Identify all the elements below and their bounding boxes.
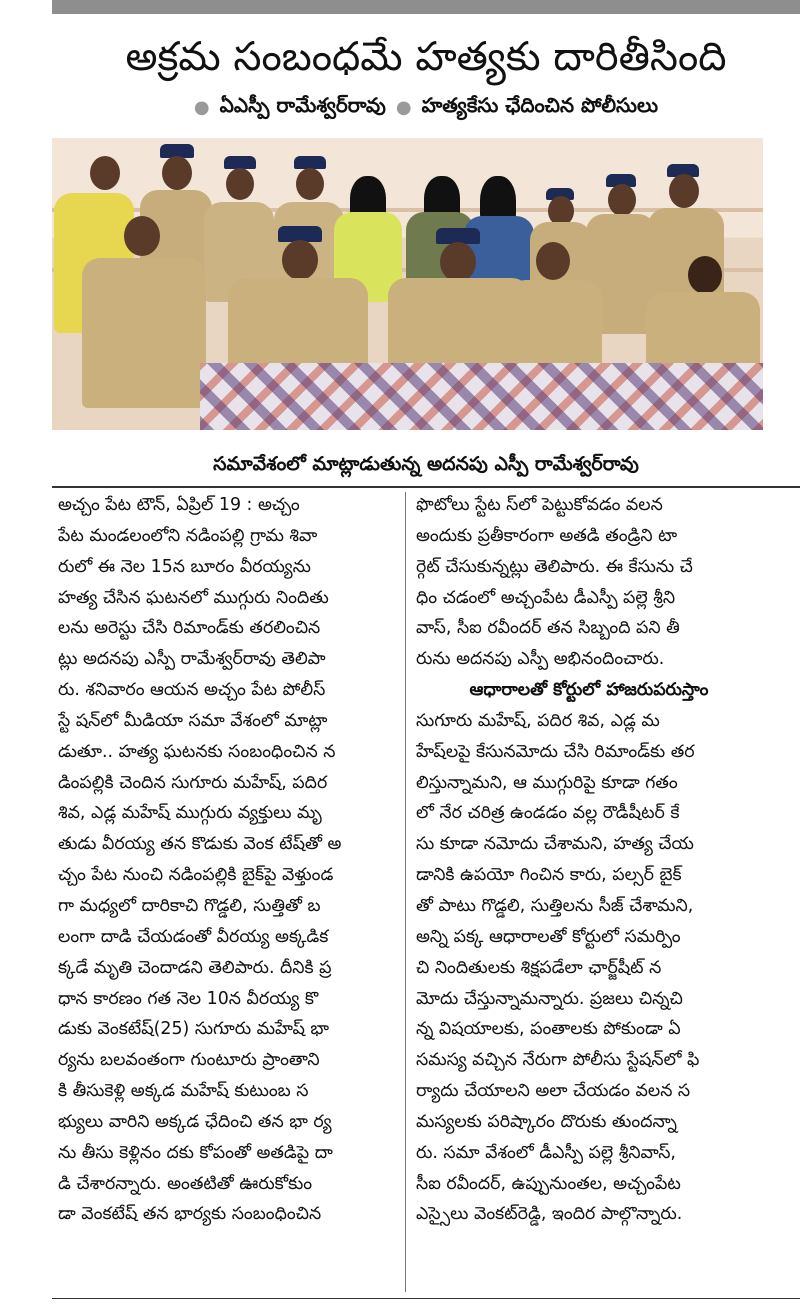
article-line: డి చేశారన్నారు. అంతటితో ఊరుకోకుం: [58, 1173, 313, 1194]
article-line: వాస్, సీఐ రవీందర్ తన సిబ్బంది పని తీ: [416, 618, 680, 639]
article-line: అందుకు ప్రతీకారంగా అతడి తండ్రిని టా: [416, 525, 678, 546]
article-line: లంగా దాడి చేయడంతో వీరయ్య అక్కడిక: [58, 926, 329, 947]
article-line: న్న విషయాలకు, పంతాలకు పోకుండా ఏ: [416, 1019, 681, 1040]
subhead-1: ఏఎస్పీ రామేశ్వర్‌రావు: [219, 92, 386, 117]
right-column-text: [416, 490, 762, 675]
article-line: గా మధ్యలో దారికాచి గొడ్డలి, సుత్తితో బ: [58, 895, 321, 916]
cut-off-text: [52, 1301, 800, 1313]
article-line: సమస్య వచ్చిన నేరుగా పోలీసు స్టేషన్‌లో ఫి: [416, 1050, 700, 1071]
article-line: మోదు చేస్తున్నామన్నారు. ప్రజలు చిన్నచి: [416, 988, 683, 1009]
article-line: హేష్‌లపై కేసునమోదు చేసి రిమాండ్‌కు తర: [416, 741, 695, 762]
article-line: తో పాటు గొడ్డలి, సుత్తిలను సీజ్ చేశామని,: [416, 895, 694, 916]
article-line: డింపల్లికి చెందిన సుగూరు మహేష్, పదిర: [58, 772, 328, 793]
divider: [52, 1298, 800, 1299]
article-line: లో నేర చరిత్ర ఉండడం వల్ల రౌడీషీటర్ కే: [416, 803, 680, 824]
article-line: స్టే షన్‌లో మీడియా సమా వేశంలో మాట్లా: [58, 710, 328, 731]
column-divider: [405, 492, 406, 1292]
article-line: ను తీసు కెళ్లినం దకు కోపంతో అతడిపై దా: [58, 1142, 333, 1163]
news-photo: [52, 138, 763, 430]
article-line: హత్య చేసిన ఘటనలో ముగ్గురు నిందితు: [58, 587, 329, 608]
article-line: రు. సమా వేశంలో డీఎస్పీ పల్లె శ్రీనివాస్,: [416, 1142, 676, 1163]
bullet-icon: ●: [395, 96, 412, 118]
article-line: లను అరెస్టు చేసి రిమాండ్‌కు తరలించిన: [58, 618, 321, 639]
article-line: సీఐ రవీందర్, ఉప్పునుంతల, అచ్చంపేట: [416, 1173, 681, 1194]
article-line: డుకు వెంకటేష్(25) సుగూరు మహేష్ భా: [58, 1019, 330, 1040]
article-line: చి నిందితులకు శిక్షపడేలా ఛార్జ్‌షీట్ న: [416, 957, 662, 978]
article-line: క్కడే మృతి చెందాడని తెలిపారు. దీనికి ప్ర: [58, 957, 332, 978]
table-cloth: [200, 363, 763, 430]
article-line: అచ్చం పేట టౌన్, ఏప్రిల్ 19 : అచ్చం: [58, 495, 300, 515]
subhead-2: హత్యకేసు ఛేదించిన పోలీసులు: [421, 92, 659, 117]
article-line: తుడు వీరయ్య తన కొడుకు వెంక టేష్‌తో అ: [58, 834, 342, 855]
article-line: ఎస్సైలు వెంకట్‌రెడ్డి, ఇందిర పాల్గొన్నారు.: [416, 1204, 683, 1225]
article-line: ర్యను బలవంతంగా గుంటూరు ప్రాంతాని: [58, 1050, 320, 1071]
article-line: ధాన కారణం గత నెల 10న వీరయ్య కొ: [58, 988, 319, 1009]
article-line: ధిం చడంలో అచ్చంపేట డీఎస్పీ పల్లె శ్రీని: [416, 587, 676, 608]
article-column-right: [416, 490, 762, 1298]
article-subhead: ఆధారాలతో కోర్టులో హాజరుపరుస్తాం: [469, 680, 709, 701]
article-line: రులో ఈ నెల 15న బూరం వీరయ్యను: [58, 556, 311, 577]
article-line: కి తీసుకెళ్లి అక్కడ మహేష్ కుటుంబ స: [58, 1081, 309, 1102]
article-line: చ్చం పేట నుంచి నడింపల్లికి బైక్‌పై వెళ్తుండ: [58, 865, 334, 886]
article-line: డానికి ఉపయో గించిన కారు, పల్సర్ బైక్: [416, 865, 682, 886]
subheads: [52, 90, 800, 124]
article-line: లిస్తున్నామని, ఆ ముగ్గురిపై కూడా గతం: [416, 772, 678, 793]
article-line: ఫొటోలు స్టేట స్‌లో పెట్టుకోవడం వలన: [416, 495, 663, 515]
top-band: [52, 0, 800, 14]
article-line: మస్యలకు పరిష్కారం దొరుకు తుందన్నా: [416, 1111, 677, 1132]
article-line: ర్యాదు చేయాలని అలా చేయడం వలన స: [416, 1081, 691, 1102]
article-line: సుగూరు మహేష్, పదిర శివ, ఎడ్ల మ: [416, 710, 660, 731]
article-line: సు కూడా నమోదు చేశామని, హత్య చేయ: [416, 834, 694, 855]
article-line: రును అదనపు ఎస్పీ అభినందించారు.: [416, 649, 665, 670]
photo-caption: సమావేశంలో మాట్లాడుతున్న అదనపు ఎస్పీ రామేశ్వర్‌రావు: [213, 453, 639, 475]
article-line: అన్ని పక్క ఆధారాలతో కోర్టులో సమర్పిం: [416, 926, 681, 947]
divider: [52, 486, 800, 488]
article-column-left: [58, 490, 396, 1298]
article-line: ట్లు అదనపు ఎస్పీ రామేశ్వర్‌రావు తెలిపా: [58, 649, 326, 670]
article-line: డా వెంకటేష్ తన భార్యకు సంబంధించిన: [58, 1204, 322, 1225]
article-line: ర్గెట్ చేసుకున్నట్లు తెలిపారు. ఈ కేసును చే: [416, 556, 693, 577]
article-line: భ్యులు వారిని అక్కడ ఛేదించి తన భా ర్య: [58, 1111, 332, 1132]
right-column-text-continued: [416, 706, 762, 1230]
article-line: డుతూ.. హత్య ఘటనకు సంబంధించిన న: [58, 741, 336, 762]
article-line: శివ, ఎడ్ల మహేష్ ముగ్గురు వ్యక్తులు మృ: [58, 803, 322, 824]
headline: అక్రమ సంబంధమే హత్యకు దారితీసింది: [125, 34, 727, 80]
bullet-icon: ●: [193, 96, 210, 118]
article-line: పేట మండలంలోని నడింపల్లి గ్రామ శివా: [58, 525, 318, 546]
article-line: రు. శనివారం ఆయన అచ్చం పేట పోలీస్: [58, 680, 326, 701]
